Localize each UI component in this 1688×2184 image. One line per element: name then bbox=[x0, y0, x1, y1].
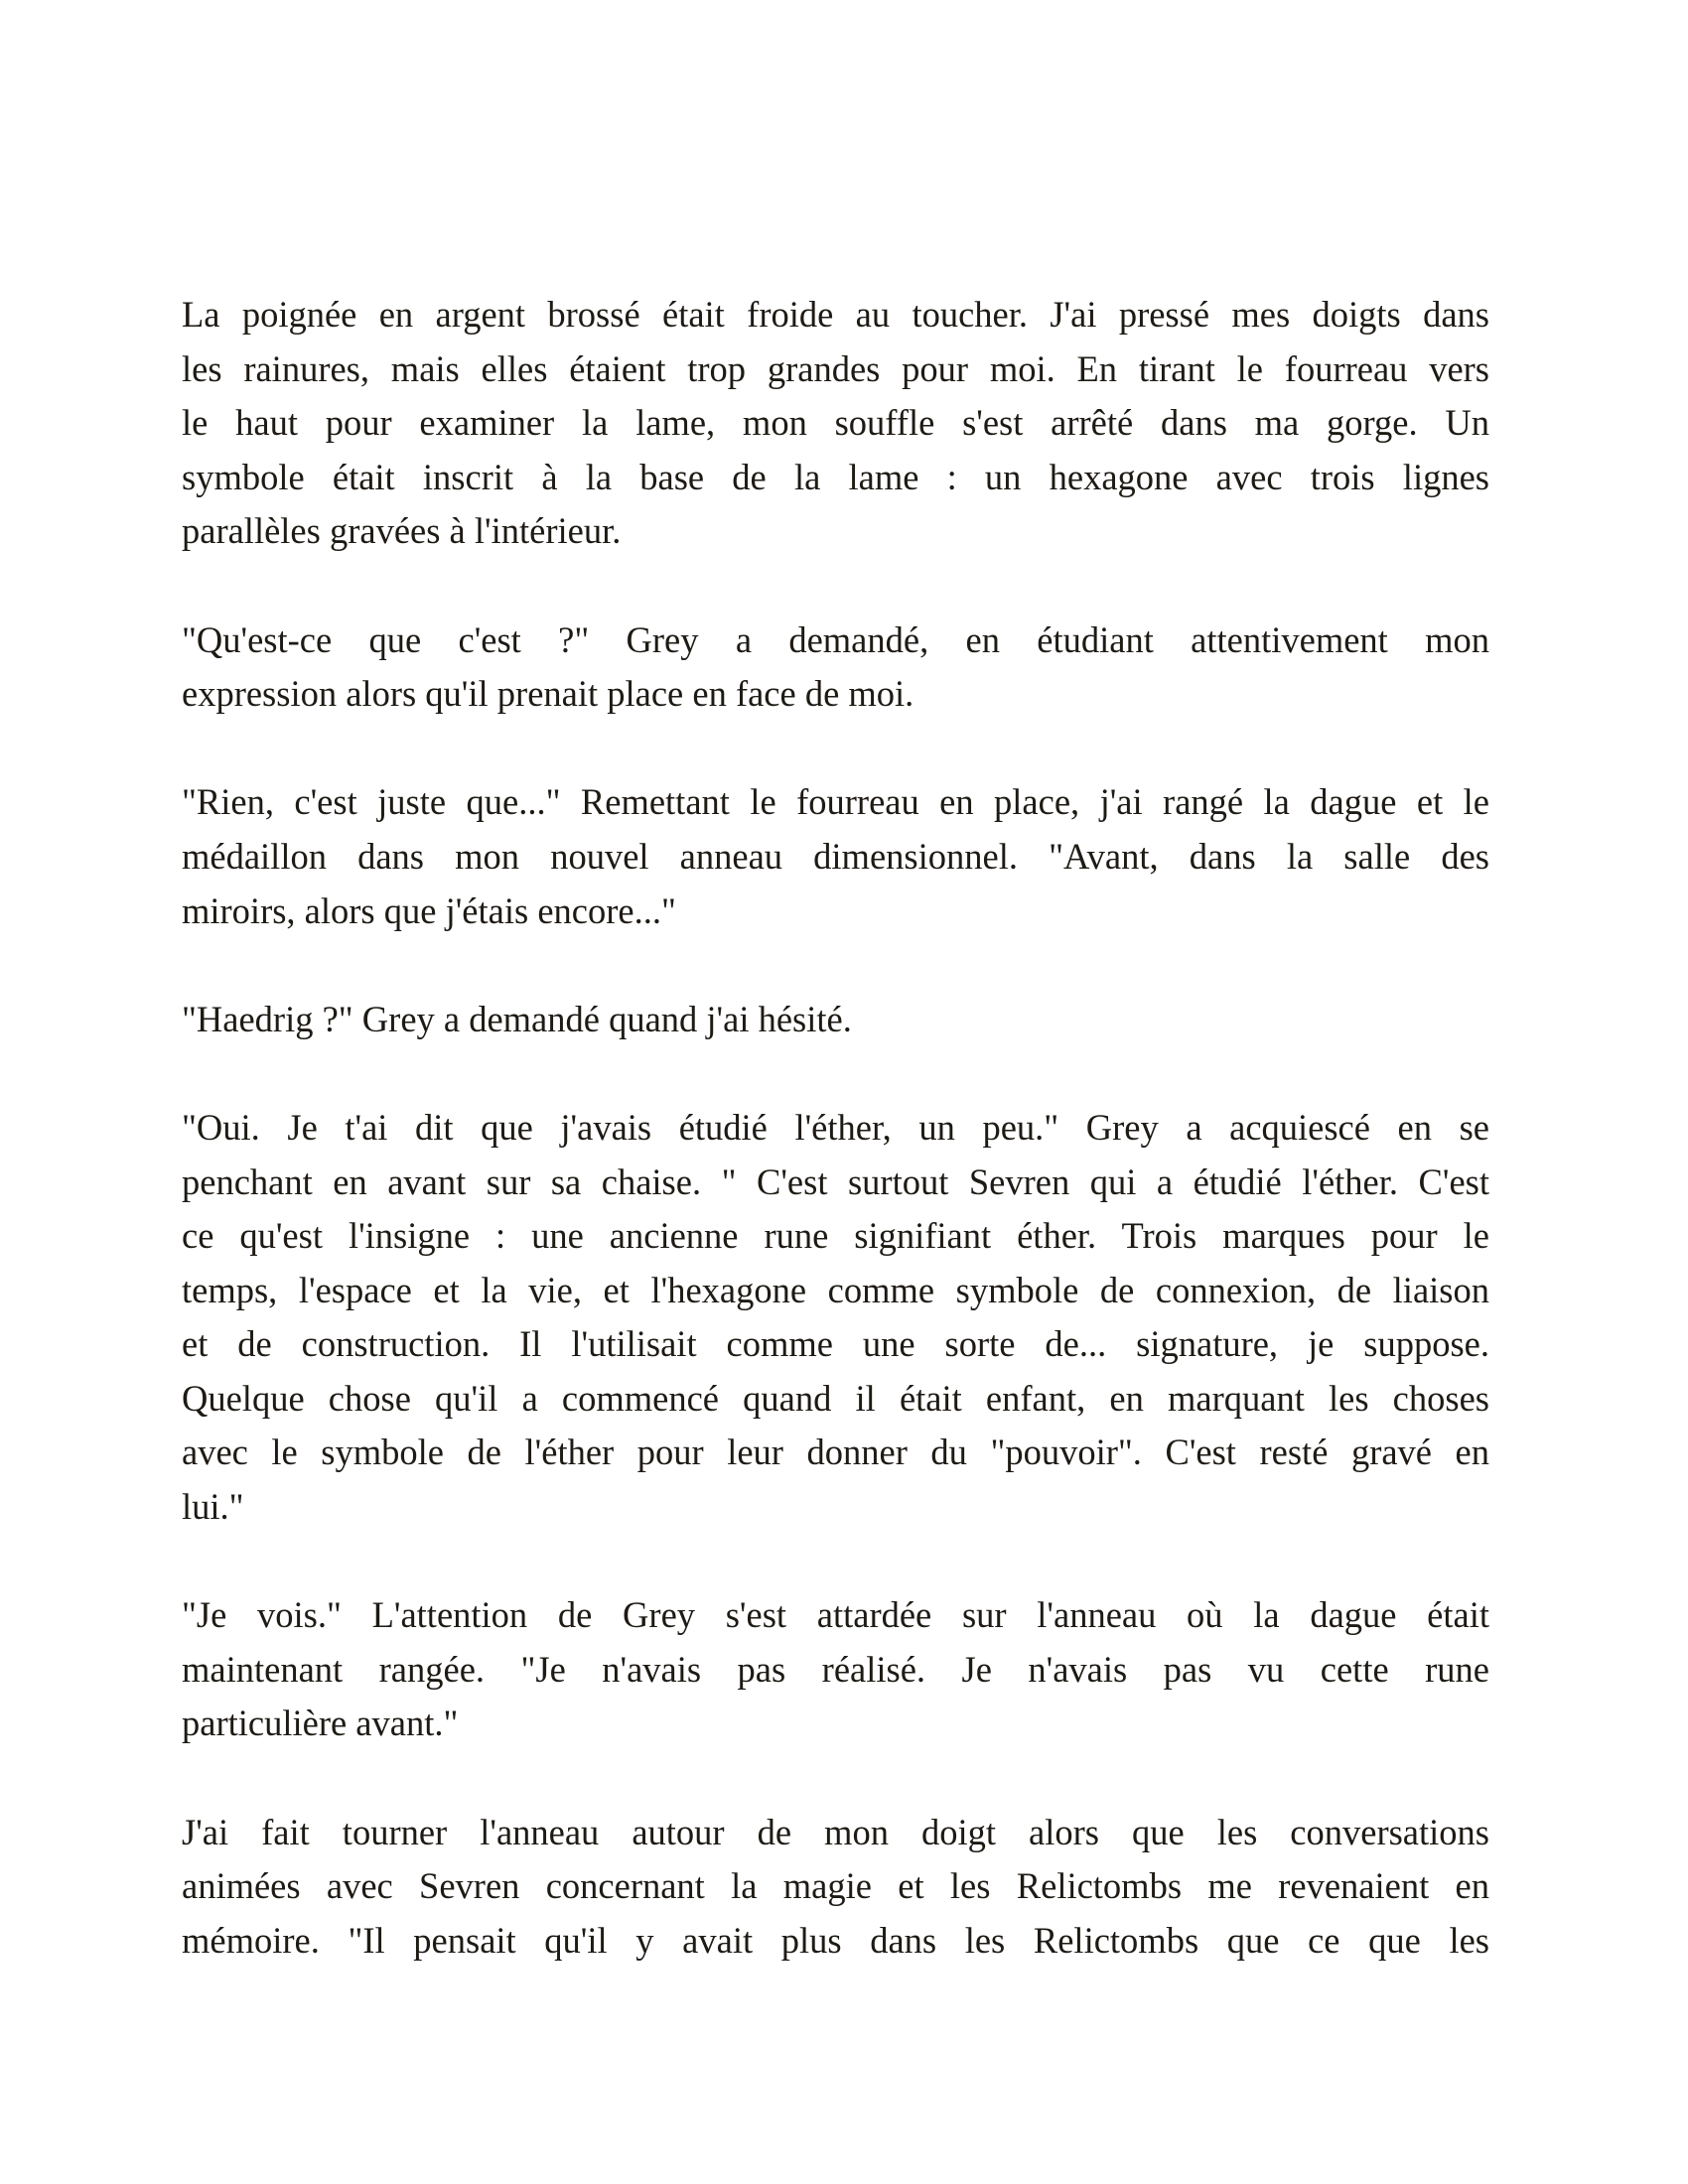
text-line: miroirs, alors que j'étais encore..." bbox=[182, 889, 676, 931]
text-line: mémoire. "Il pensait qu'il y avait plus dans les Relictombs que ce que les bbox=[182, 1919, 1489, 1961]
text-line: "Haedrig ?" Grey a demandé quand j'ai hésité. bbox=[182, 998, 852, 1039]
text-line: temps, l'espace et la vie, et l'hexagone comme symbole de connexion, de liaison bbox=[182, 1269, 1489, 1310]
text-line: le haut pour examiner la lame, mon souffle s'est arrêté dans ma gorge. Un bbox=[182, 402, 1489, 444]
paragraph-7 bbox=[182, 1806, 1489, 1969]
text-line: "Qu'est-ce que c'est ?" Grey a demandé, en étudiant attentivement mon bbox=[182, 618, 1489, 660]
text-line: particulière avant." bbox=[182, 1703, 459, 1744]
text-line: animées avec Sevren concernant la magie et les Relictombs me revenaient en bbox=[182, 1865, 1489, 1907]
text-line: ce qu'est l'insigne : une ancienne rune signifiant éther. Trois marques pour le bbox=[182, 1215, 1489, 1257]
text-line: avec le symbole de l'éther pour leur donner du "pouvoir". C'est resté gravé en bbox=[182, 1432, 1489, 1473]
text-line: parallèles gravées à l'intérieur. bbox=[182, 510, 622, 552]
text-line: lui." bbox=[182, 1486, 244, 1528]
text-line: les rainures, mais elles étaient trop grandes pour moi. En tirant le fourreau vers bbox=[182, 347, 1489, 389]
text-line: maintenant rangée. "Je n'avais pas réalisé. Je n'avais pas vu cette rune bbox=[182, 1648, 1489, 1690]
paragraph-5 bbox=[182, 1101, 1489, 1535]
text-line: Quelque chose qu'il a commencé quand il était enfant, en marquant les choses bbox=[182, 1377, 1489, 1419]
paragraph-1 bbox=[182, 288, 1489, 559]
text-line: expression alors qu'il prenait place en face de moi. bbox=[182, 673, 914, 715]
text-line: penchant en avant sur sa chaise. " C'est surtout Sevren qui a étudié l'éther. C'est bbox=[182, 1160, 1489, 1202]
document-page bbox=[182, 288, 1489, 2022]
text-line: et de construction. Il l'utilisait comme une sorte de... signature, je suppose. bbox=[182, 1323, 1489, 1365]
text-line: médaillon dans mon nouvel anneau dimensionnel. "Avant, dans la salle des bbox=[182, 835, 1489, 877]
text-line: La poignée en argent brossé était froide au toucher. J'ai pressé mes doigts dans bbox=[182, 294, 1489, 335]
paragraph-3 bbox=[182, 775, 1489, 938]
text-line: "Rien, c'est juste que..." Remettant le fourreau en place, j'ai rangé la dague et le bbox=[182, 781, 1489, 823]
text-line: symbole était inscrit à la base de la lame : un hexagone avec trois lignes bbox=[182, 456, 1489, 497]
text-line: J'ai fait tourner l'anneau autour de mon doigt alors que les conversations bbox=[182, 1811, 1489, 1852]
paragraph-4 bbox=[182, 993, 1489, 1047]
paragraph-2 bbox=[182, 614, 1489, 722]
text-line: "Oui. Je t'ai dit que j'avais étudié l'éther, un peu." Grey a acquiescé en se bbox=[182, 1106, 1489, 1148]
text-line: "Je vois." L'attention de Grey s'est attardée sur l'anneau où la dague était bbox=[182, 1594, 1489, 1636]
paragraph-6 bbox=[182, 1588, 1489, 1751]
